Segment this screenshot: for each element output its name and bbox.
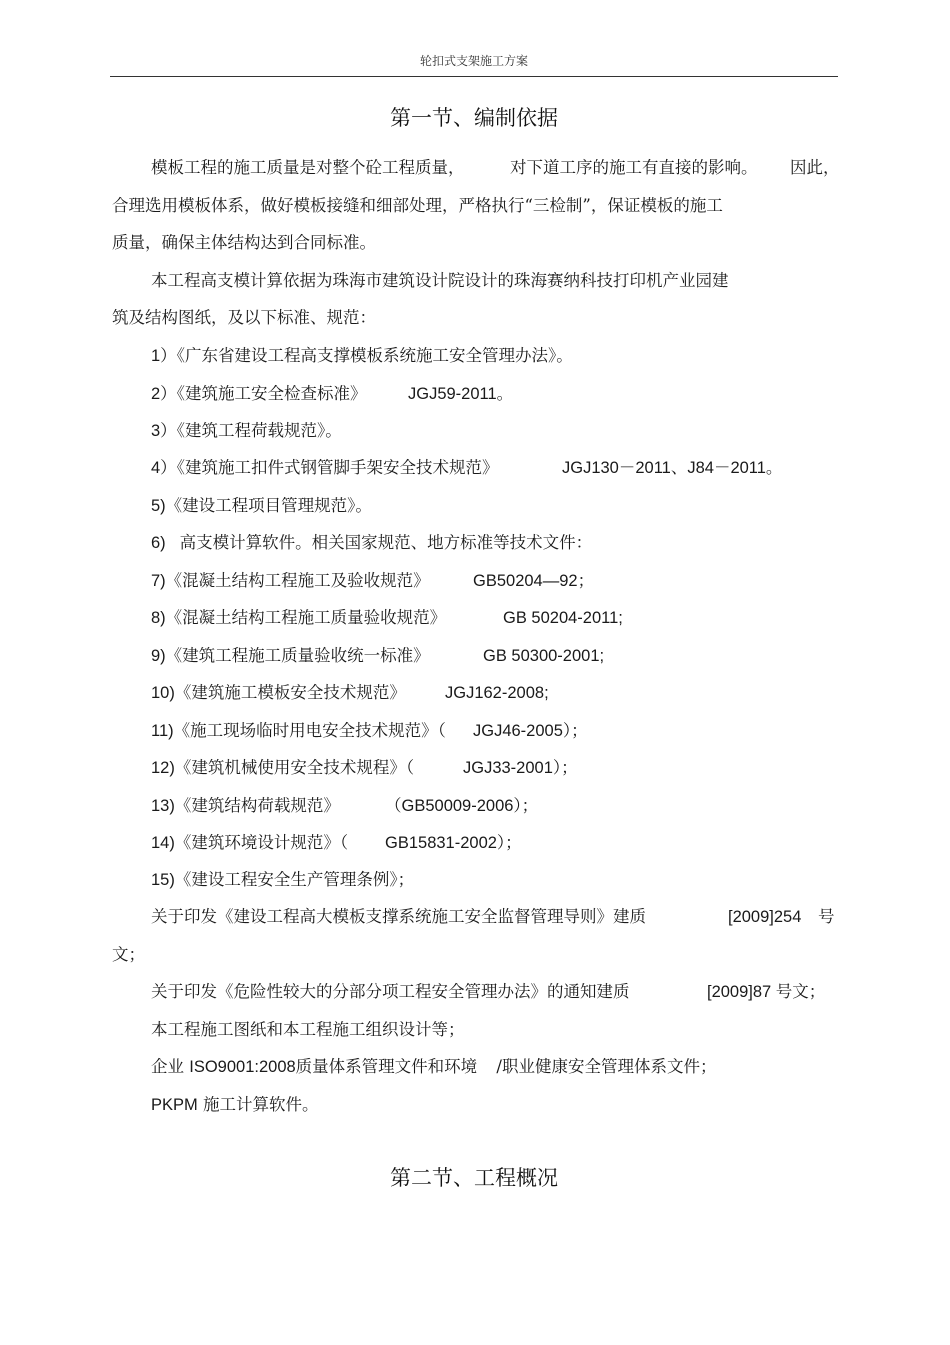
standard-item-number: 8) — [151, 609, 166, 627]
standard-item — [151, 533, 592, 553]
extra-line4 — [151, 1057, 716, 1077]
standard-item-title: 《建筑施工模板安全技术规范》 — [174, 683, 406, 702]
extra-line2-code: [2009]87 号文； — [707, 983, 826, 1001]
standard-item — [151, 796, 340, 816]
extra-line1 — [151, 907, 646, 927]
standard-item — [151, 833, 348, 853]
standard-item-title: 《建筑环境设计规范》（ — [174, 833, 349, 852]
standard-item-number: 15) — [151, 871, 175, 889]
standard-item-title: 《广东省建设工程高支撑模板系统施工安全管理办法》。 — [176, 346, 573, 365]
standard-item — [151, 683, 406, 703]
standard-item-code: GB 50300-2001; — [483, 647, 605, 665]
standard-item-code: GB50204—92； — [473, 572, 595, 590]
section-title-1: 第一节、编制依据 — [390, 106, 558, 130]
standard-item-number: 1） — [151, 347, 177, 365]
standard-item-title: 《混凝土结构工程施工及验收规范》 — [165, 571, 430, 590]
extra-line1-suffix: 号 — [818, 907, 835, 926]
standard-item-title: 《建筑施工扣件式钢管脚手架安全技术规范》 — [176, 458, 499, 477]
standard-item — [151, 421, 342, 441]
para2-line1: 本工程高支模计算依据为珠海市建筑设计院设计的珠海赛纳科技打印机产业园建 — [151, 271, 729, 290]
standard-item — [151, 870, 414, 890]
standard-item-code: JGJ130－2011、J84－2011。 — [562, 459, 783, 477]
standard-item-title: 《施工现场临时用电安全技术规范》（ — [173, 721, 446, 740]
section-title-2: 第二节、工程概况 — [390, 1166, 558, 1190]
extra-line4-b: ISO9001:2008 — [189, 1058, 296, 1076]
standard-item-code: JGJ46-2005）； — [473, 722, 588, 740]
standard-item-number: 13) — [151, 797, 175, 815]
extra-line3: 本工程施工图纸和本工程施工组织设计等； — [151, 1020, 465, 1039]
standard-item-code: GB15831-2002）； — [385, 834, 522, 852]
para1-line2: 合理选用模板体系，做好模板接缝和细部处理，严格执行“三检制”，保证模板的施工 — [112, 196, 723, 215]
standard-item-code: JGJ162-2008; — [445, 684, 549, 702]
standard-item — [151, 496, 372, 516]
extra-line4-d: /职业健康安全管理体系文件； — [496, 1057, 717, 1076]
standard-item-title: 高支模计算软件。相关国家规范、地方标准等技术文件： — [179, 533, 593, 552]
extra-line1-text: 关于印发《建设工程高大模板支撑系统施工安全监督管理导则》建质 — [151, 907, 646, 926]
standard-item-code: GB 50204-2011; — [503, 609, 623, 627]
standard-item-code: （GB50009-2006）； — [385, 797, 539, 815]
standard-item-number: 7) — [151, 572, 166, 590]
header-divider — [110, 76, 838, 77]
standard-item — [151, 721, 446, 741]
standard-item-title: 《建设工程安全生产管理条例》； — [174, 870, 415, 889]
standard-item-number: 5) — [151, 497, 166, 515]
para1-line1b: 对下道工序的施工有直接的影响。 — [510, 158, 758, 177]
standard-item-code: JGJ33-2001）； — [463, 759, 578, 777]
standard-item — [151, 571, 430, 591]
extra-line4-c: 质量体系管理文件和环境 — [295, 1057, 478, 1076]
extra-line1-code: [2009]254 — [728, 908, 802, 926]
standard-item-title: 《建筑机械使用安全技术规程》（ — [174, 758, 415, 777]
standard-item — [151, 608, 446, 628]
standard-item-number: 4） — [151, 459, 177, 477]
standard-item-title: 《建筑施工安全检查标准》 — [176, 384, 367, 403]
standard-item-number: 14) — [151, 834, 175, 852]
para1-line1-part1: 模板工程的施工质量是对整个砼工程质量， — [151, 158, 465, 177]
extra-line5 — [151, 1095, 319, 1115]
standard-item-title: 《建筑结构荷载规范》 — [174, 796, 340, 815]
extra-line5-b: 施工计算软件。 — [203, 1095, 319, 1114]
standard-item-title: 《混凝土结构工程施工质量验收规范》 — [165, 608, 447, 627]
standard-item-number: 2） — [151, 385, 177, 403]
page-header: 轮扣式支架施工方案 — [419, 54, 528, 68]
standard-item — [151, 646, 430, 666]
para1-line1c: 因此， — [790, 158, 840, 177]
standard-item-code: JGJ59-2011。 — [408, 385, 514, 403]
extra-line5-a: PKPM — [151, 1096, 198, 1114]
standard-item-number: 6) — [151, 534, 166, 552]
standard-item — [151, 758, 414, 778]
standard-item-title: 《建筑工程荷载规范》。 — [176, 421, 342, 440]
para1-line1 — [151, 158, 465, 178]
extra-line4-a: 企业 — [151, 1057, 184, 1076]
extra-line2: 关于印发《危险性较大的分部分项工程安全管理办法》的通知建质 — [151, 982, 630, 1001]
para1-line3: 质量，确保主体结构达到合同标准。 — [112, 233, 376, 252]
extra-line1-cont: 文； — [112, 945, 145, 964]
standard-item-number: 12) — [151, 759, 175, 777]
standard-item — [151, 346, 573, 366]
standard-item-number: 11) — [151, 722, 174, 740]
para2-line2: 筑及结构图纸，及以下标准、规范： — [112, 308, 376, 327]
standard-item-title: 《建设工程项目管理规范》。 — [165, 496, 372, 515]
standard-item-number: 9) — [151, 647, 166, 665]
standard-item-number: 10) — [151, 684, 175, 702]
standard-item — [151, 384, 366, 404]
standard-item — [151, 458, 498, 478]
standard-item-title: 《建筑工程施工质量验收统一标准》 — [165, 646, 430, 665]
standard-item-number: 3） — [151, 422, 177, 440]
